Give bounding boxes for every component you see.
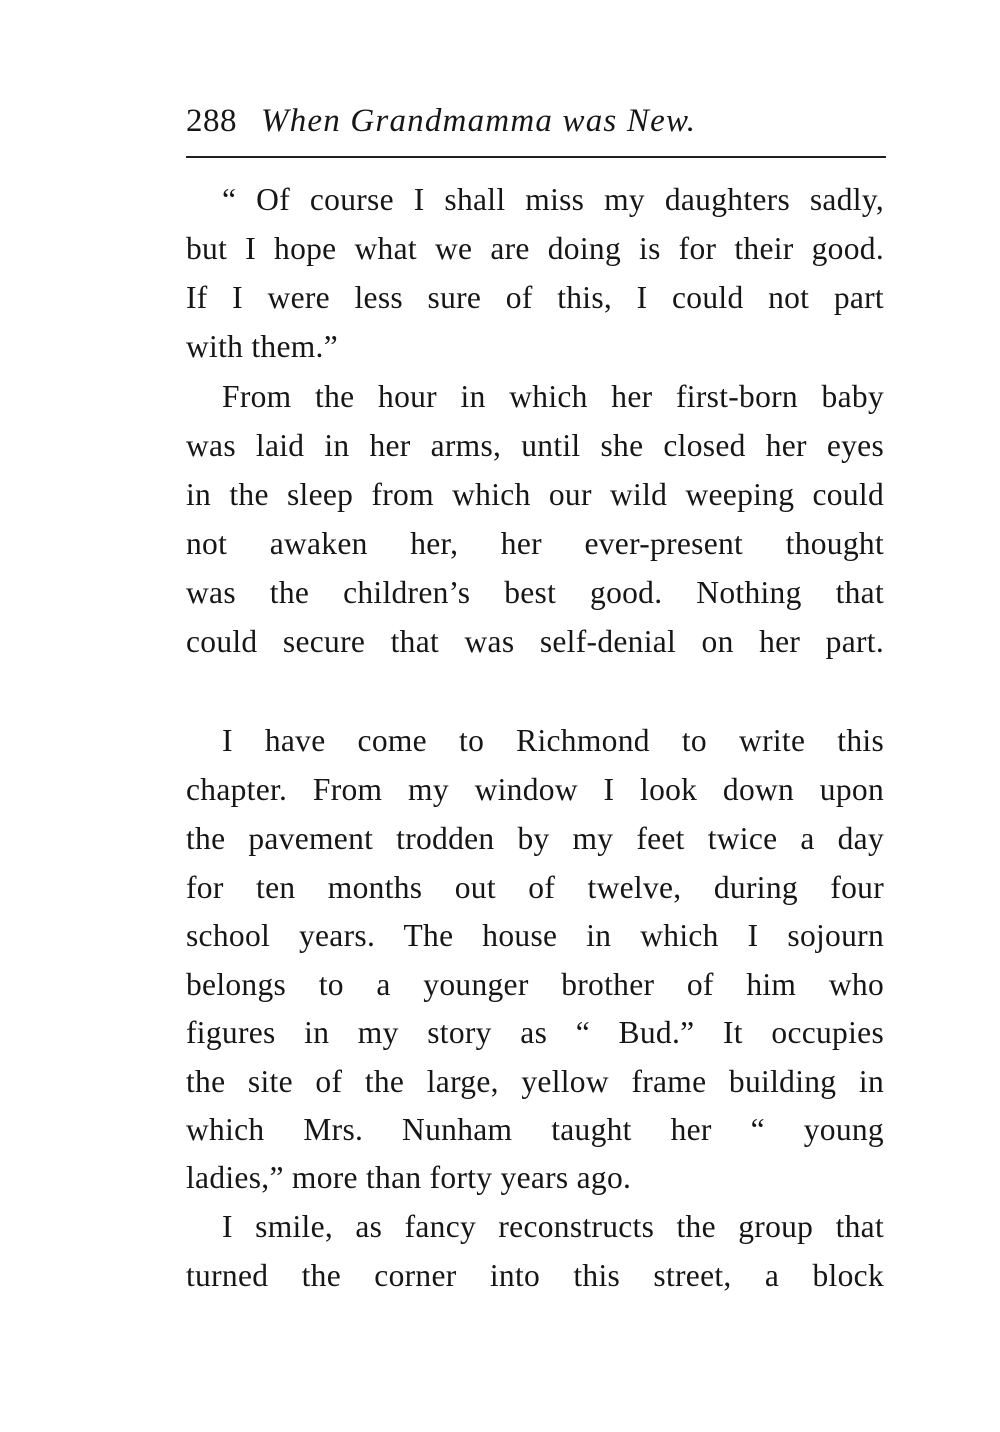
text-line: the pavement trodden by my feet twice a day xyxy=(186,821,884,856)
text-line: I smile, as fancy reconstructs the group that xyxy=(222,1209,884,1244)
text-line: ladies,” more than forty years ago. xyxy=(186,1160,632,1195)
text-line: not awaken her, her ever-present thought xyxy=(186,526,884,561)
text-line: could secure that was self-denial on her part. xyxy=(186,624,884,659)
text-line: belongs to a younger brother of him who xyxy=(186,967,884,1002)
text-line: was the children’s best good. Nothing that xyxy=(186,575,884,610)
text-line: for ten months out of twelve, during four xyxy=(186,870,884,905)
text-line: the site of the large, yellow frame building in xyxy=(186,1064,884,1099)
text-line: school years. The house in which I sojourn xyxy=(186,918,884,953)
text-line: chapter. From my window I look down upon xyxy=(186,772,884,807)
running-head xyxy=(186,96,886,146)
text-line: “ Of course I shall miss my daughters sadly, xyxy=(222,182,884,217)
text-line: with them.” xyxy=(186,329,339,364)
page-number: 288 xyxy=(186,103,237,139)
text-line: was laid in her arms, until she closed her eyes xyxy=(186,428,884,463)
text-line: From the hour in which her first-born baby xyxy=(222,379,884,414)
text-line: figures in my story as “ Bud.” It occupies xyxy=(186,1015,884,1050)
header-rule xyxy=(186,156,886,158)
text-line: If I were less sure of this, I could not part xyxy=(186,280,884,315)
text-line: which Mrs. Nunham taught her “ young xyxy=(186,1112,884,1147)
text-line: turned the corner into this street, a block xyxy=(186,1258,884,1293)
running-title: When Grandmamma was New. xyxy=(261,103,697,139)
text-line: but I hope what we are doing is for their good. xyxy=(186,231,884,266)
text-line: I have come to Richmond to write this xyxy=(222,723,884,758)
text-line: in the sleep from which our wild weeping could xyxy=(186,477,884,512)
